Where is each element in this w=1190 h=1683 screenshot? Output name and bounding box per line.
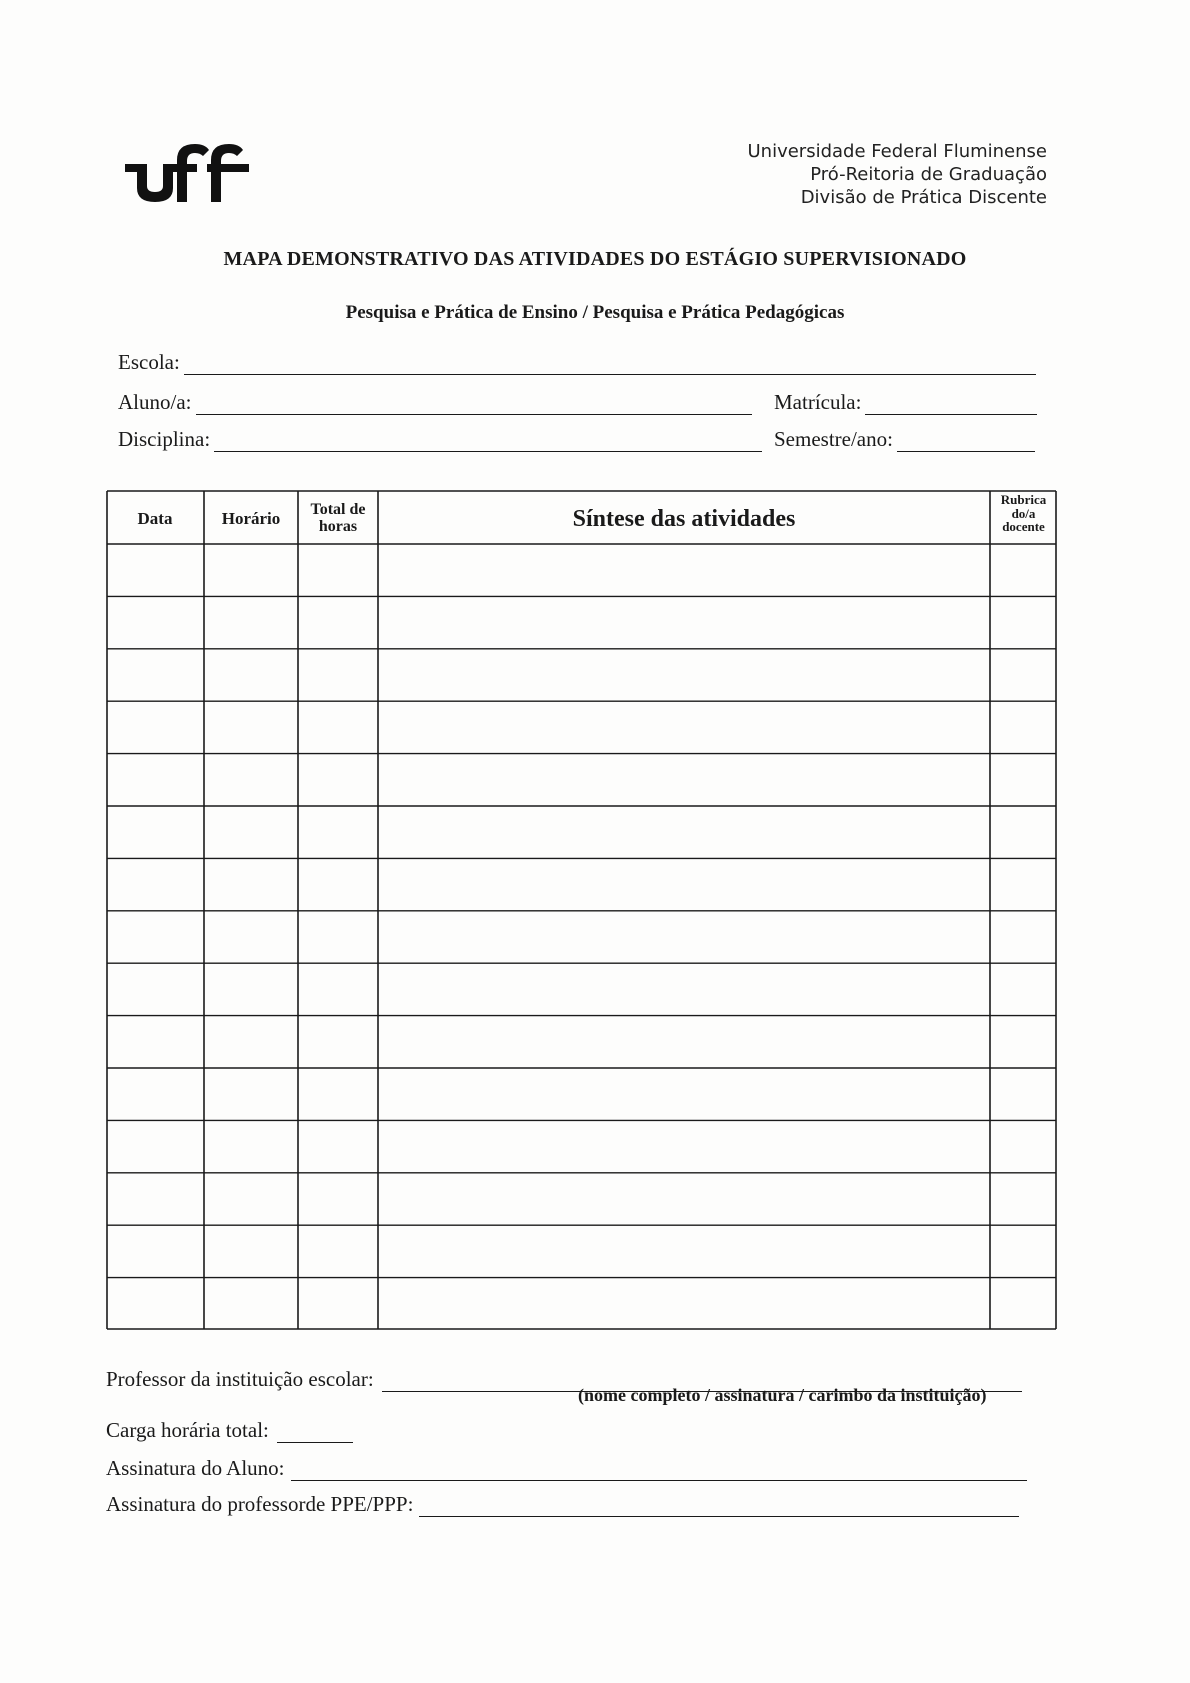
header-rubrica-line1: Rubrica <box>1000 492 1047 507</box>
header-total-line2: horas <box>318 517 358 535</box>
header-data: Data <box>137 509 173 528</box>
table-row[interactable] <box>107 1121 1056 1171</box>
disciplina-label: Disciplina: <box>118 427 211 451</box>
table-row[interactable] <box>107 1017 1056 1067</box>
table-row[interactable] <box>107 702 1056 752</box>
semestre-field <box>774 427 1035 452</box>
header-rubrica-line3: docente <box>1002 519 1045 535</box>
table-row[interactable] <box>107 650 1056 700</box>
header-total-horas <box>298 502 378 536</box>
table-row[interactable] <box>107 1226 1056 1276</box>
table-grid-lines <box>106 490 1057 1330</box>
matricula-field <box>774 390 1037 415</box>
institution-name: Universidade Federal Fluminense <box>747 141 1047 162</box>
matricula-line[interactable] <box>865 394 1037 415</box>
assinatura-aluno-label: Assinatura do Aluno: <box>106 1456 285 1480</box>
disciplina-line[interactable] <box>214 431 762 452</box>
table-row[interactable] <box>107 597 1056 647</box>
header-rubrica <box>990 493 1057 534</box>
institution-block <box>747 140 1047 209</box>
semestre-label: Semestre/ano: <box>774 427 893 451</box>
semestre-line[interactable] <box>897 431 1035 452</box>
header-horario: Horário <box>221 509 281 528</box>
table-row[interactable] <box>107 807 1056 857</box>
carga-field <box>106 1418 353 1443</box>
professor-label: Professor da instituição escolar: <box>106 1367 374 1391</box>
table-row[interactable] <box>107 964 1056 1014</box>
carga-label: Carga horária total: <box>106 1418 269 1442</box>
table-row[interactable] <box>107 912 1056 962</box>
matricula-label: Matrícula: <box>774 390 862 414</box>
escola-line[interactable] <box>184 354 1036 375</box>
table-row[interactable] <box>107 545 1056 595</box>
document-title: MAPA DEMONSTRATIVO DAS ATIVIDADES DO ESTÁGIO SUPERVISIONADO <box>223 248 967 270</box>
aluno-label: Aluno/a: <box>118 390 192 414</box>
carga-line[interactable] <box>277 1422 353 1443</box>
aluno-line[interactable] <box>196 394 752 415</box>
pro-reitoria: Pró-Reitoria de Graduação <box>810 164 1047 185</box>
assinatura-prof-field <box>106 1492 1019 1517</box>
assinatura-aluno-field <box>106 1456 1027 1481</box>
professor-note: (nome completo / assinatura / carimbo da instituição) <box>578 1385 987 1405</box>
assinatura-aluno-line[interactable] <box>291 1460 1027 1481</box>
header-total-line1: Total de <box>310 501 366 518</box>
escola-field <box>118 350 1036 375</box>
activities-table <box>106 490 1057 1330</box>
assinatura-prof-line[interactable] <box>419 1496 1019 1517</box>
header-sintese: Síntese das atividades <box>572 506 796 532</box>
document-subtitle: Pesquisa e Prática de Ensino / Pesquisa e Prática Pedagógicas <box>345 302 845 323</box>
uff-logo <box>125 138 265 208</box>
table-row[interactable] <box>107 1279 1056 1329</box>
table-row[interactable] <box>107 859 1056 909</box>
escola-label: Escola: <box>118 350 180 374</box>
header-rubrica-line2: do/a <box>1011 505 1036 521</box>
table-row[interactable] <box>107 1069 1056 1119</box>
table-row[interactable] <box>107 1174 1056 1224</box>
divisao: Divisão de Prática Discente <box>800 187 1047 208</box>
assinatura-prof-label: Assinatura do professorde PPE/PPP: <box>106 1492 414 1516</box>
aluno-field <box>118 390 752 415</box>
table-row[interactable] <box>107 755 1056 805</box>
disciplina-field <box>118 427 762 452</box>
